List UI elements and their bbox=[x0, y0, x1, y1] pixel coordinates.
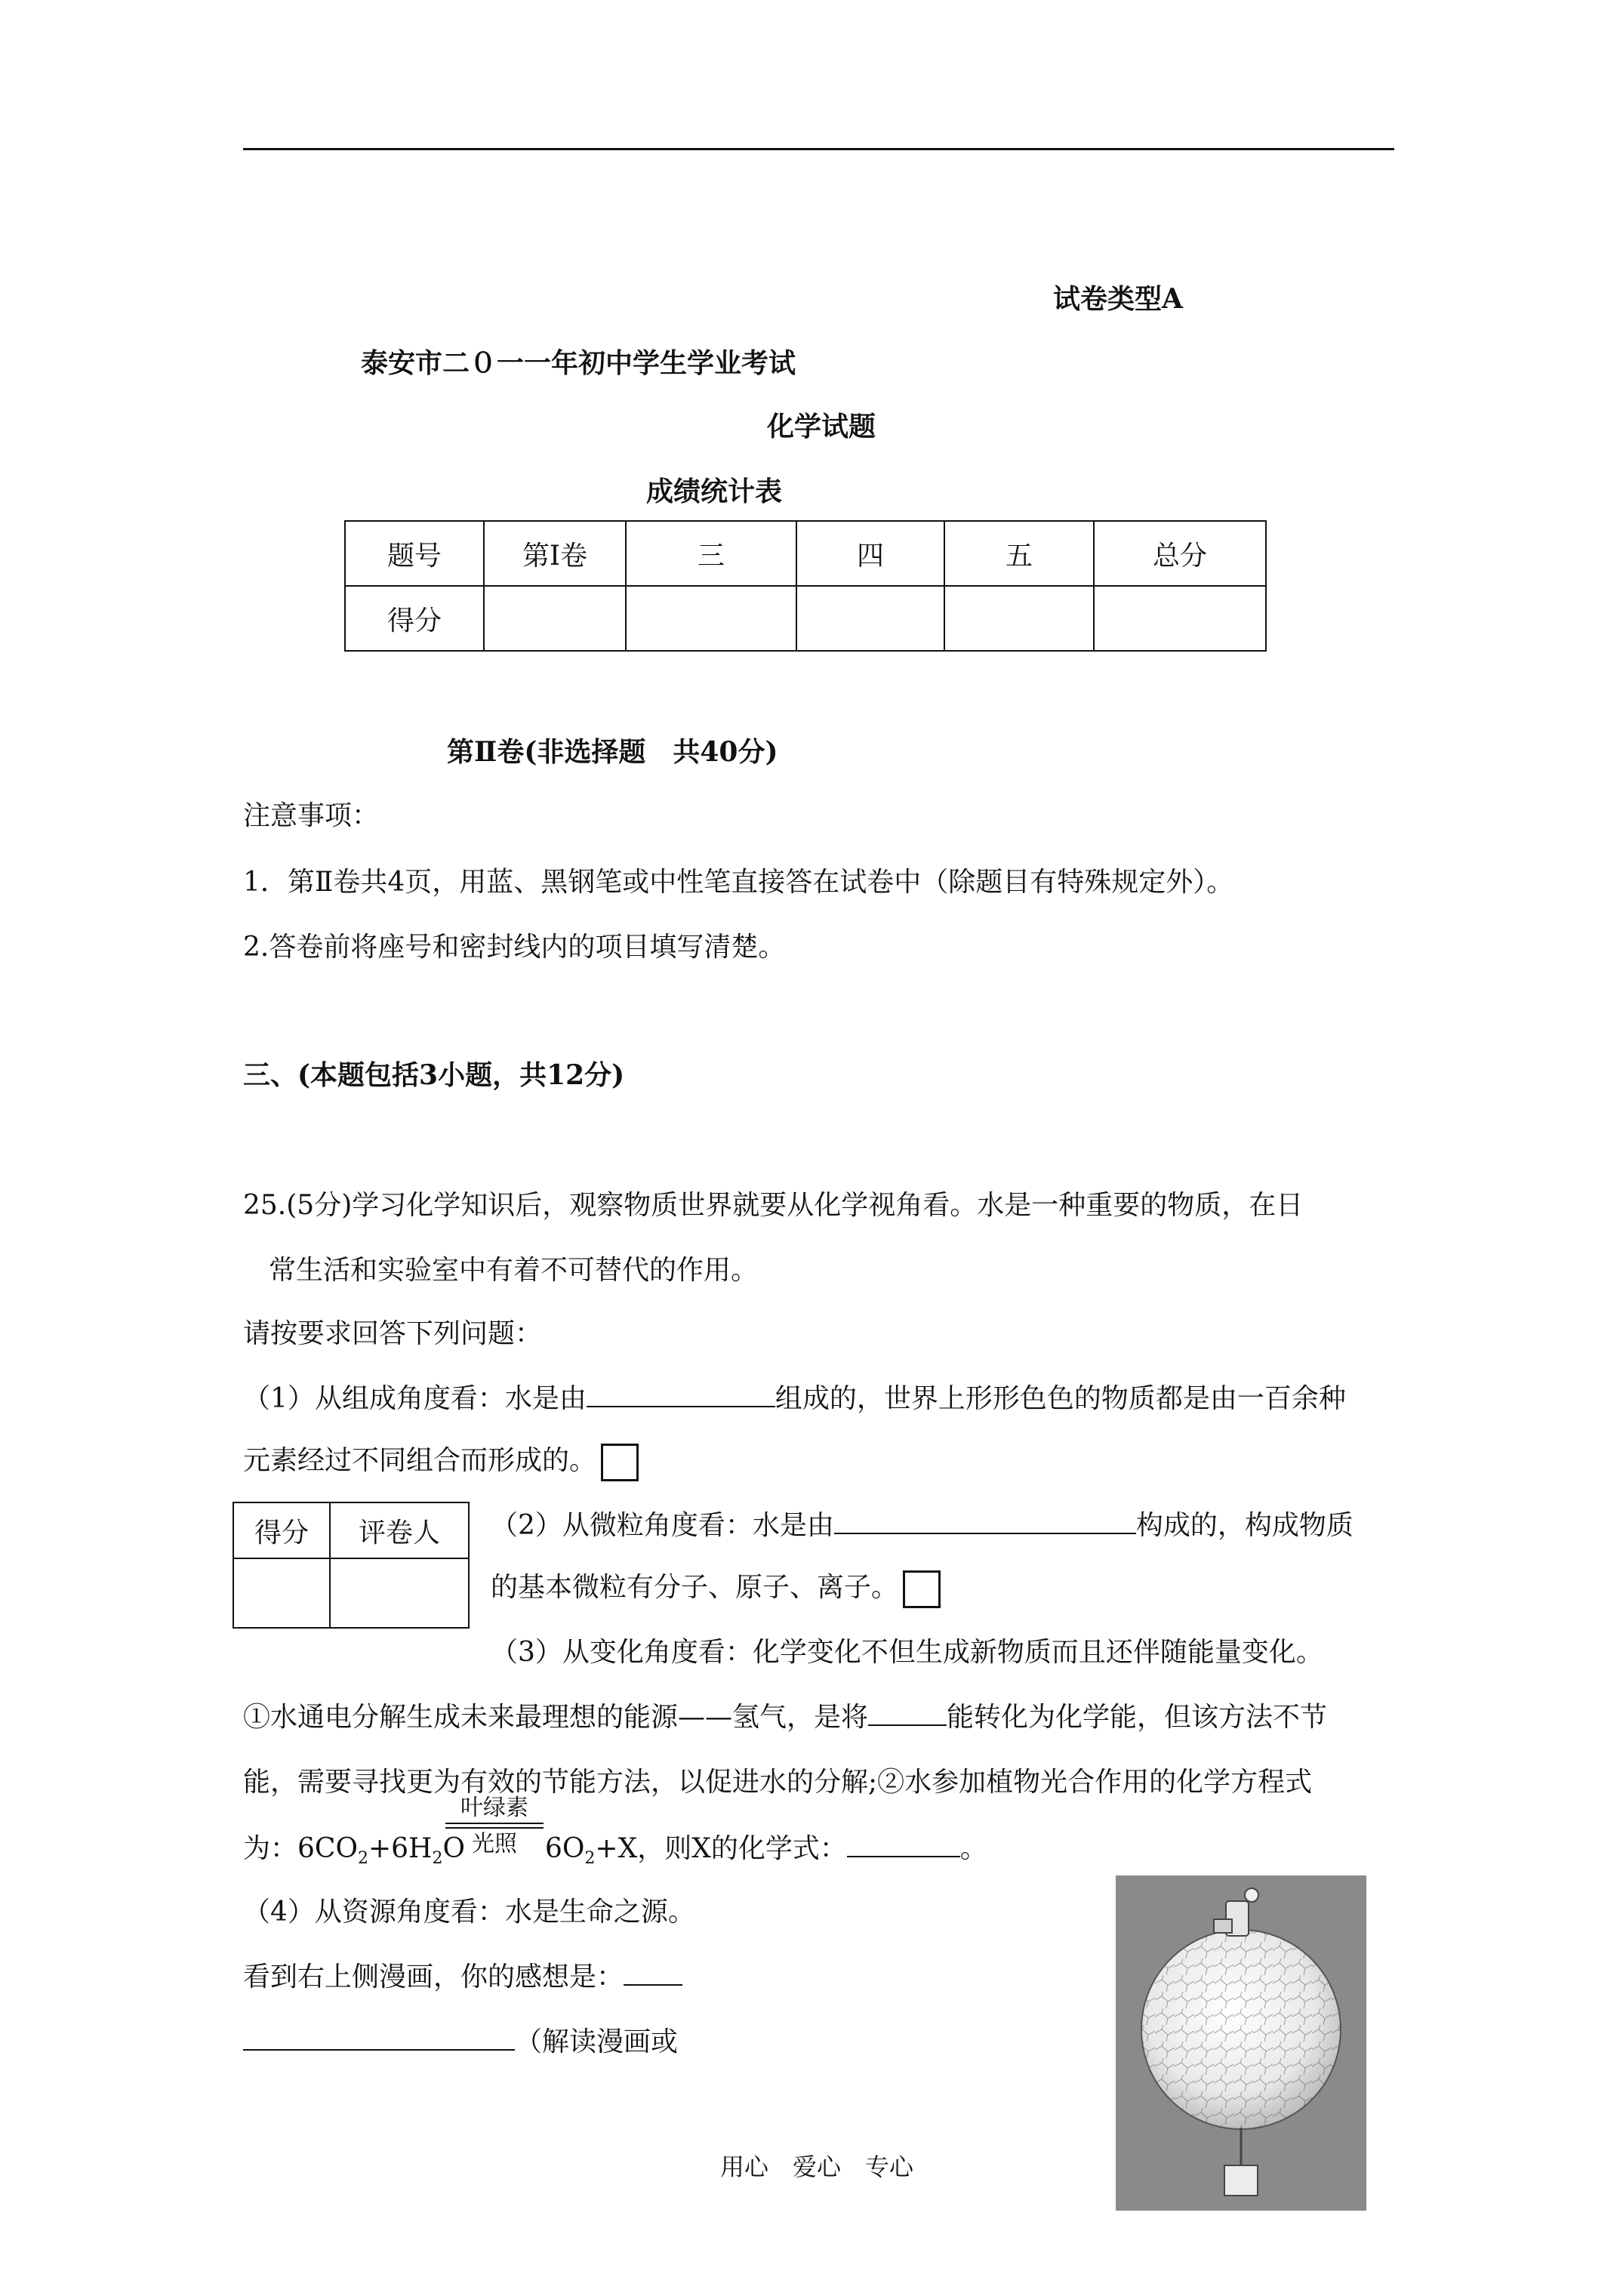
grader-score-label: 得分 bbox=[233, 1502, 330, 1558]
q25-intro-cont: 常生活和实验室中有着不可替代的作用。 bbox=[269, 1255, 759, 1286]
score-cell[interactable] bbox=[1094, 586, 1266, 651]
q25-part4-line1: 看到右上侧漫画，你的感想是： bbox=[243, 1955, 682, 1994]
q25-part4: （4）从资源角度看：水是生命之源。 bbox=[243, 1897, 695, 1928]
score-table-header: 三 bbox=[626, 521, 796, 586]
header-rule bbox=[243, 148, 1394, 150]
grader-name-label: 评卷人 bbox=[330, 1502, 469, 1558]
grader-name-cell[interactable] bbox=[330, 1558, 469, 1628]
paper-type: 试卷类型A bbox=[1053, 283, 1183, 315]
grader-score-cell[interactable] bbox=[233, 1558, 330, 1628]
reaction-condition bbox=[445, 1795, 544, 1857]
part3-heading: 三、(本题包括3小题，共12分) bbox=[243, 1059, 625, 1091]
score-cell[interactable] bbox=[484, 586, 626, 651]
score-table-header: 四 bbox=[796, 521, 944, 586]
q25-part3-line1: ①水通电分解生成未来最理想的能源——氢气，是将 能转化为化学能，但该方法不节 bbox=[243, 1702, 1328, 1733]
q25-part1: （1）从组成角度看：水是由 组成的，世界上形形色色的物质都是由一百余种 bbox=[243, 1383, 1346, 1414]
answer-blank[interactable] bbox=[834, 1532, 1136, 1534]
q25-part4-line2: （解读漫画或 bbox=[243, 2020, 678, 2059]
answer-blank[interactable] bbox=[624, 1983, 682, 1986]
score-row-label: 得分 bbox=[345, 586, 484, 651]
answer-blank[interactable] bbox=[847, 1855, 960, 1857]
exam-title: 泰安市二０一一年初中学生学业考试 bbox=[361, 347, 796, 379]
answer-blank[interactable] bbox=[243, 2048, 515, 2051]
score-table-header: 题号 bbox=[345, 521, 484, 586]
q25-part2-cont: 的基本微粒有分子、原子、离子。 bbox=[491, 1566, 941, 1608]
condition-light: 光照 bbox=[472, 1831, 517, 1857]
subject-title: 化学试题 bbox=[767, 411, 876, 442]
score-box[interactable] bbox=[903, 1570, 941, 1608]
score-box[interactable] bbox=[601, 1444, 639, 1481]
score-cell[interactable] bbox=[944, 586, 1094, 651]
notice-item: 2.答卷前将座号和密封线内的项目填写清楚。 bbox=[243, 932, 786, 963]
q25-part1-cont: 元素经过不同组合而形成的。 bbox=[243, 1439, 639, 1481]
section2-title: 第Ⅱ卷(非选择题 共40分) bbox=[447, 736, 778, 768]
q25-part3: （3）从变化角度看：化学变化不但生成新物质而且还伴随能量变化。 bbox=[491, 1637, 1323, 1668]
q25-prompt: 请按要求回答下列问题： bbox=[243, 1318, 543, 1349]
answer-blank[interactable] bbox=[587, 1405, 775, 1407]
equation-right: $6O_2+X$，则X的化学式： 。 bbox=[545, 1833, 987, 1869]
q25-part3-line2: 能，需要寻找更为有效的节能方法，以促进水的分解;②水参加植物光合作用的化学方程式 bbox=[243, 1767, 1313, 1798]
answer-blank[interactable] bbox=[868, 1724, 947, 1726]
score-table-header: 第Ⅰ卷 bbox=[484, 521, 626, 586]
equation-left: 为：$6CO_2+6H_2O$ bbox=[243, 1833, 465, 1869]
score-table-header: 五 bbox=[944, 521, 1094, 586]
reaction-arrow-line bbox=[445, 1823, 544, 1824]
score-cell[interactable] bbox=[796, 586, 944, 651]
grader-table bbox=[233, 1502, 470, 1629]
q25-part2: （2）从微粒角度看：水是由 构成的，构成物质 bbox=[491, 1510, 1354, 1541]
score-table bbox=[344, 520, 1267, 652]
notice-item: 1．第Ⅱ卷共4页，用蓝、黑钢笔或中性笔直接答在试卷中（除题目有特殊规定外）。 bbox=[243, 867, 1234, 898]
cartoon-illustration bbox=[1116, 1875, 1366, 2211]
notice-title: 注意事项： bbox=[243, 800, 380, 831]
score-table-title: 成绩统计表 bbox=[646, 476, 783, 507]
water-cartoon-image bbox=[1116, 1875, 1366, 2211]
score-table-header: 总分 bbox=[1094, 521, 1266, 586]
page-footer: 用心 爱心 专心 bbox=[720, 2153, 914, 2181]
condition-catalyst: 叶绿素 bbox=[460, 1795, 528, 1821]
score-cell[interactable] bbox=[626, 586, 796, 651]
q25-intro: 25.(5分)学习化学知识后，观察物质世界就要从化学视角看。水是一种重要的物质，在日 bbox=[243, 1190, 1304, 1221]
